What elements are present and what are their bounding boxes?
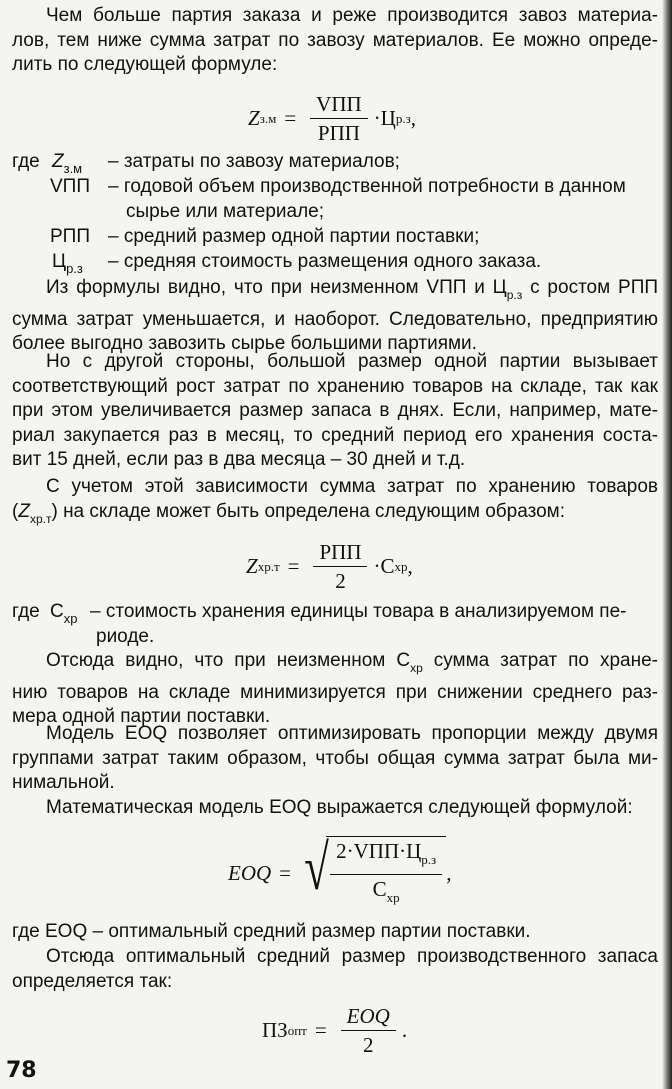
formula-lhs-subscript: хр.т	[257, 558, 280, 574]
symbol: РПП	[50, 226, 90, 247]
formula-optimal-stock	[262, 1004, 407, 1057]
equals-sign: =	[284, 106, 297, 130]
text-line: риал закупается раз в месяц, то средний период его хранения соста-	[12, 424, 658, 446]
text-line: нию товаров на складе минимизируется при снижении среднего раз-	[12, 681, 658, 703]
text-line: Но с другой стороны, большой размер одной партии вызывает	[46, 351, 658, 372]
text-line: Чем больше партия заказа и реже производится завоз материа-	[46, 5, 658, 26]
fraction-denominator: 2	[335, 569, 346, 593]
symbol-subscript: хр	[63, 611, 78, 626]
text-line: определяется так:	[12, 970, 173, 992]
fraction-numerator: EOQ	[341, 1004, 396, 1031]
symbol: Z	[52, 151, 64, 172]
text-line: лов, тем ниже сумма затрат по завозу материалов. Ее можно опреде-	[12, 29, 658, 51]
text-line: Отсюда видно, что при неизменном $С_{хр}$ сумма затрат по хране-	[46, 650, 658, 675]
definition-text: – средний размер одной партии поставки;	[108, 226, 480, 247]
text-line: группами затрат таким образом, чтобы общая сумма затрат была ми-	[12, 747, 658, 769]
text-line: мера одной партии поставки.	[12, 706, 271, 727]
formula-punctuation: .	[401, 1018, 408, 1042]
paragraph-4	[12, 475, 658, 531]
formula-storage-cost	[246, 540, 413, 593]
text-line: соответствующий рост затрат по хранению товаров на складе, так как	[12, 375, 658, 397]
symbol-subscript: з.м	[63, 161, 83, 176]
fraction-denominator: $С_{хр}$	[372, 877, 400, 905]
paragraph-8	[12, 945, 658, 994]
radical-sign-icon: √	[304, 832, 329, 903]
fraction-numerator: VПП	[310, 92, 368, 119]
formula-lhs-subscript: опт	[287, 1022, 307, 1038]
definition-text: где EOQ – оптимальный средний размер партии поставки.	[12, 921, 531, 942]
where-label: где	[12, 601, 40, 622]
symbol: С	[50, 601, 64, 622]
symbol: Ц	[52, 251, 67, 272]
formula-multiplier: ·С	[373, 554, 395, 578]
text-line: более выгодно завозить сырье большими партиями.	[12, 333, 477, 354]
formula-punctuation: ,	[446, 860, 452, 885]
formula-multiplier-subscript: хр	[394, 558, 408, 574]
definitions-list-3	[12, 920, 658, 945]
paragraph-1	[12, 4, 658, 78]
formula-lhs: Z	[246, 554, 258, 578]
fraction-denominator: РПП	[317, 121, 360, 145]
fraction-numerator: $2\cdot VПП\cdot Ц_{р.з}$	[330, 839, 442, 875]
fraction	[341, 1004, 396, 1057]
book-spine-shadow	[662, 0, 672, 1089]
formula-material-delivery-cost	[248, 92, 416, 145]
fraction-denominator: 2	[363, 1033, 374, 1057]
paragraph-3	[12, 350, 658, 473]
paragraph-2	[12, 276, 658, 357]
paragraph-5	[12, 649, 658, 730]
formula-lhs: ПЗ	[262, 1018, 288, 1042]
paragraph-7	[12, 796, 658, 821]
symbol: VПП	[50, 176, 90, 197]
definition-text: – стоимость хранения единицы товара в анализируемом пе-	[90, 601, 627, 622]
text-line: Модель EOQ позволяет оптимизировать пропорции между двумя	[46, 723, 658, 744]
text-line: лить по следующей формуле:	[12, 54, 278, 75]
text-line: нимальной.	[12, 772, 115, 793]
square-root	[299, 832, 446, 910]
definition-text-continued: риоде.	[96, 626, 155, 647]
page-number: 78	[6, 1058, 37, 1083]
definition-text: – затраты по завозу материалов;	[108, 151, 400, 172]
definition-text: – годовой объем производственной потребности в данном	[108, 176, 626, 197]
text-line: С учетом этой зависимости сумма затрат по хранению товаров	[46, 476, 658, 497]
fraction	[313, 540, 367, 593]
formula-punctuation: ,	[410, 106, 416, 130]
definitions-list-1	[12, 150, 658, 275]
text-line: при этом увеличивается размер запаса в днях. Если, например, мате-	[12, 400, 658, 421]
definition-text: – средняя стоимость размещения одного заказа.	[108, 251, 542, 272]
equals-sign: =	[279, 860, 292, 885]
symbol-subscript: р.з	[66, 261, 83, 276]
formula-multiplier: ·Ц	[373, 106, 396, 130]
text-line: Отсюда оптимальный средний размер производственного запаса	[46, 946, 658, 967]
fraction	[310, 92, 368, 145]
formula-lhs-subscript: з.м	[259, 110, 277, 126]
fraction	[330, 839, 442, 910]
where-label: где	[12, 151, 40, 172]
formula-punctuation: ,	[407, 554, 413, 578]
text-line: сумма затрат уменьшается, и наоборот. Следовательно, предприятию	[12, 308, 658, 330]
equals-sign: =	[314, 1018, 327, 1042]
formula-eoq	[228, 832, 452, 908]
text-line: $(Z_{хр.т})$ на складе может быть определена следующим образом:	[12, 500, 565, 526]
text-line: Математическая модель EOQ выражается следующей формулой:	[46, 797, 633, 818]
formula-lhs: EOQ	[228, 860, 272, 885]
text-line: Из формулы видно, что при неизменном VПП и $Ц_{р.з}$ с ростом РПП	[46, 277, 659, 302]
fraction-numerator: РПП	[313, 540, 367, 567]
formula-multiplier-subscript: р.з	[395, 110, 411, 126]
formula-lhs: Z	[248, 106, 260, 130]
definition-text-continued: сырье или материале;	[126, 201, 325, 222]
definitions-list-2	[12, 600, 658, 650]
equals-sign: =	[287, 554, 300, 578]
text-line: вит 15 дней, если раз в два месяца – 30 дней и т.д.	[12, 449, 466, 470]
paragraph-6	[12, 722, 658, 796]
